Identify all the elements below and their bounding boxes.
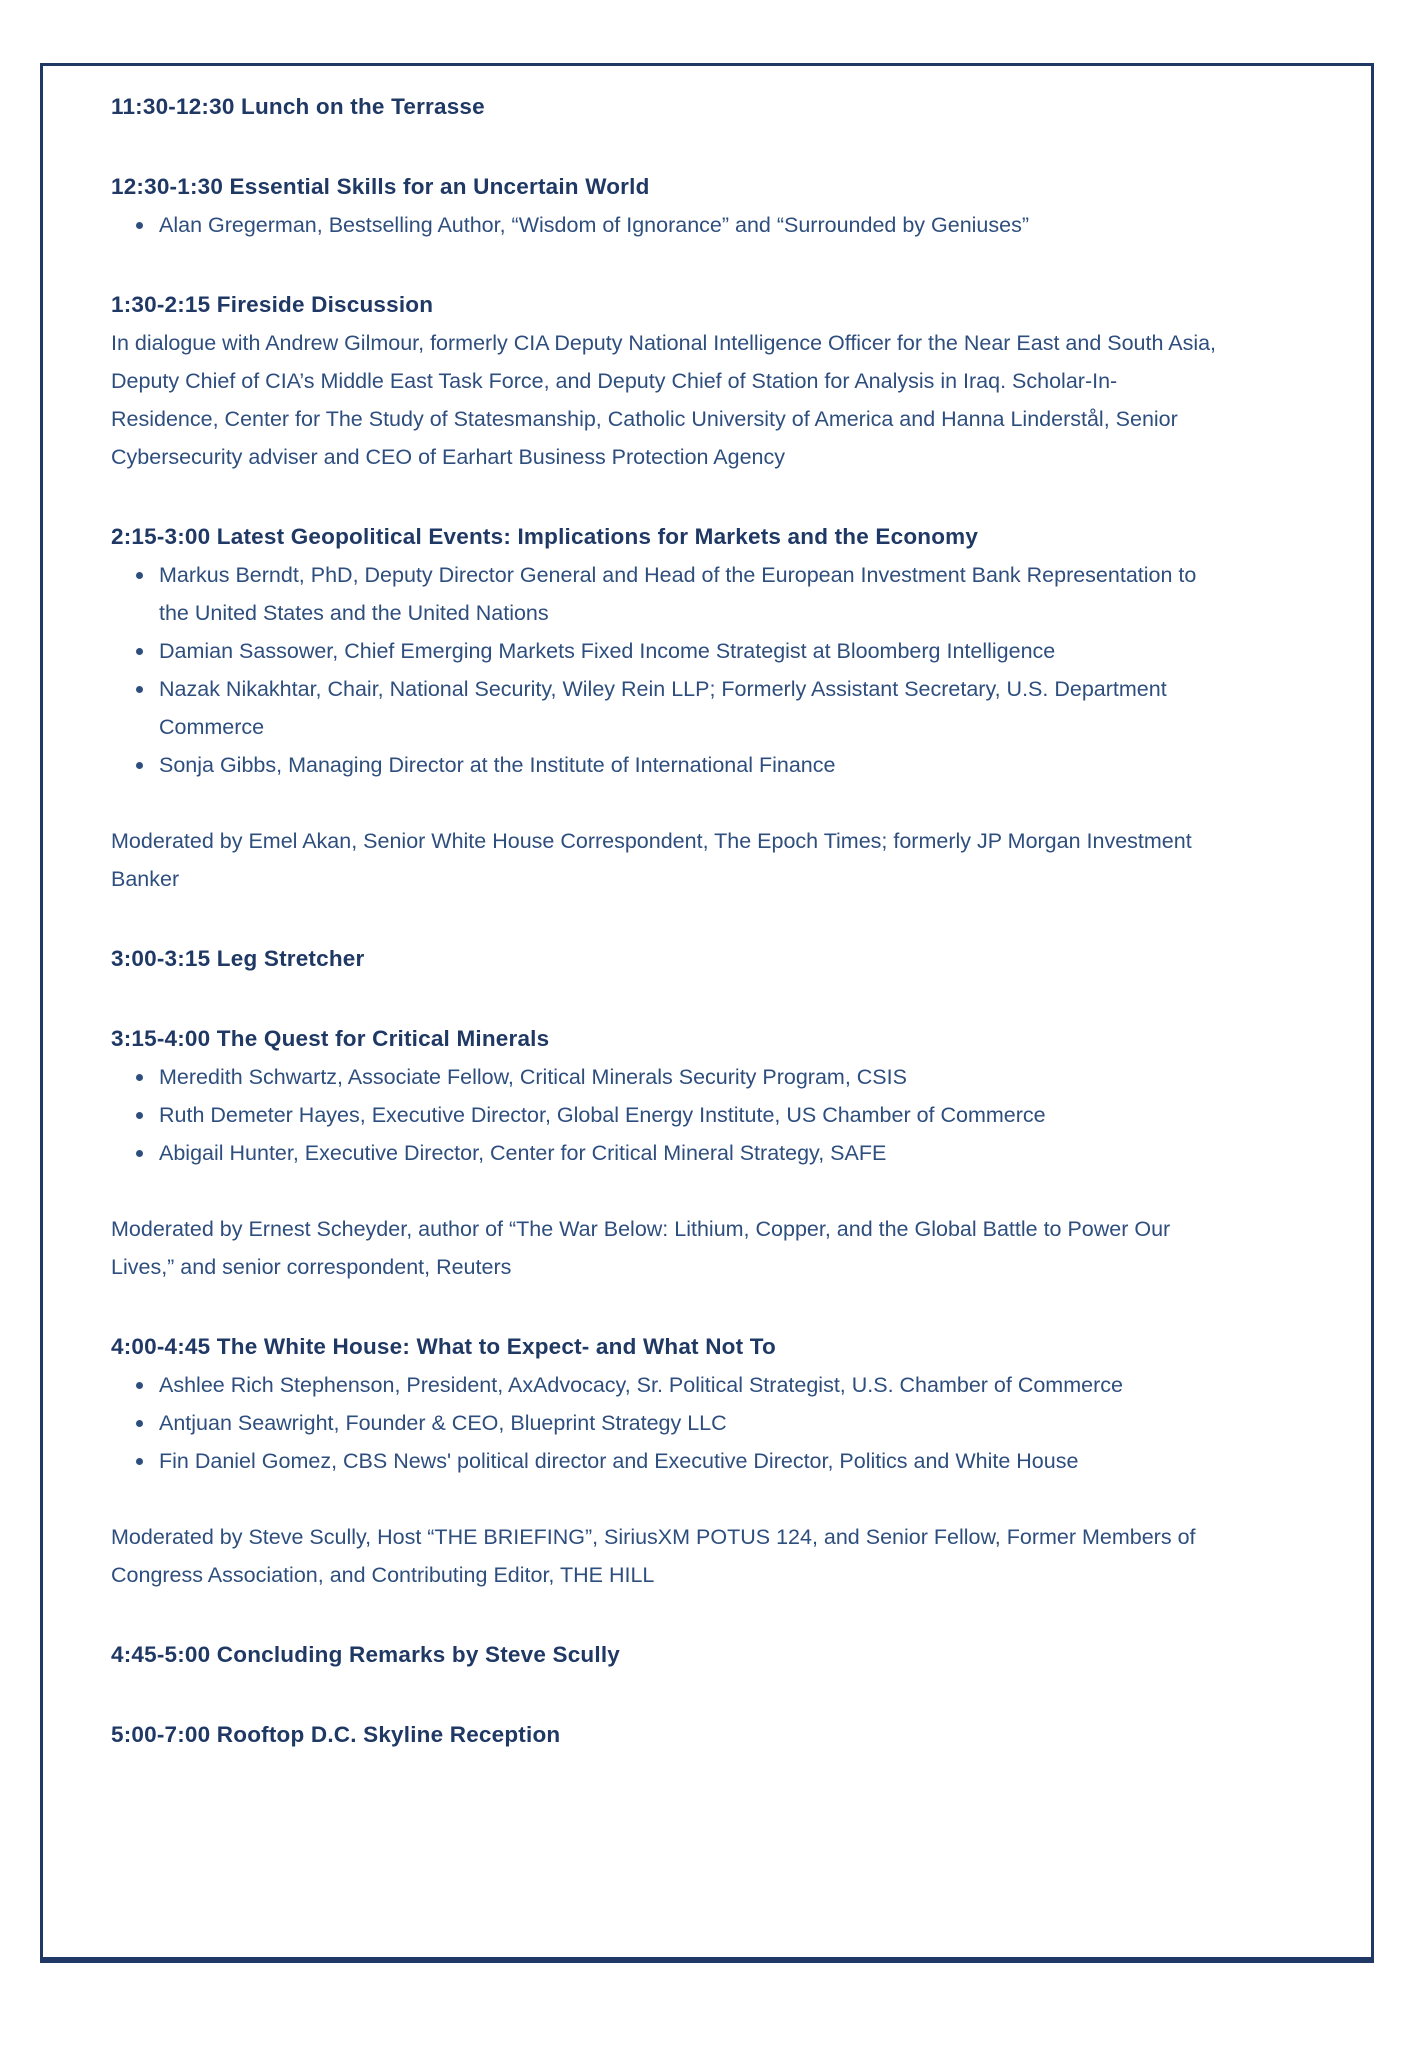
bullet-dot-icon <box>136 222 143 229</box>
session-heading: 2:15-3:00 Latest Geopolitical Events: Implications for Markets and the Economy <box>111 524 979 549</box>
agenda-session <box>111 1636 1315 1674</box>
speaker-text: Markus Berndt, PhD, Deputy Director General and Head of the European Investment Bank Representation to the United States and the United Nations <box>159 563 1197 625</box>
speaker-item <box>111 670 1221 746</box>
bullet-dot-icon <box>136 648 143 655</box>
agenda-session <box>111 1020 1315 1286</box>
speaker-item <box>111 1134 1221 1172</box>
session-heading: 3:00-3:15 Leg Stretcher <box>111 946 365 971</box>
speaker-item <box>111 1404 1221 1442</box>
session-heading: 5:00-7:00 Rooftop D.C. Skyline Reception <box>111 1722 561 1747</box>
speaker-item <box>111 1442 1221 1480</box>
agenda-session <box>111 1328 1315 1594</box>
speaker-text: Fin Daniel Gomez, CBS News' political director and Executive Director, Politics and White House <box>159 1449 1079 1473</box>
moderator-note: Moderated by Steve Scully, Host “THE BRIEFING”, SiriusXM POTUS 124, and Senior Fellow, Former Members of Congress Association, and Contributing Editor, THE HILL <box>111 1525 1196 1587</box>
bullet-dot-icon <box>136 762 143 769</box>
bullet-dot-icon <box>136 1420 143 1427</box>
agenda-page-frame <box>40 63 1374 1963</box>
bullet-dot-icon <box>136 1074 143 1081</box>
speaker-item <box>111 1058 1221 1096</box>
agenda-session <box>111 88 1315 126</box>
agenda-sections <box>111 88 1315 1754</box>
speaker-item <box>111 632 1221 670</box>
session-heading: 11:30-12:30 Lunch on the Terrasse <box>111 94 485 119</box>
speaker-text: Antjuan Seawright, Founder & CEO, Blueprint Strategy LLC <box>159 1411 727 1435</box>
bullet-dot-icon <box>136 572 143 579</box>
speaker-text: Meredith Schwartz, Associate Fellow, Critical Minerals Security Program, CSIS <box>159 1065 907 1089</box>
moderator-note: Moderated by Ernest Scheyder, author of “The War Below: Lithium, Copper, and the Global Battle to Power Our Lives,” and senior correspondent, Reuters <box>111 1217 1171 1279</box>
speaker-item <box>111 206 1221 244</box>
speaker-text: Ruth Demeter Hayes, Executive Director, Global Energy Institute, US Chamber of Commerce <box>159 1103 1046 1127</box>
session-heading: 1:30-2:15 Fireside Discussion <box>111 292 434 317</box>
speaker-list <box>111 556 1221 784</box>
agenda-session <box>111 286 1315 476</box>
speaker-text: Nazak Nikakhtar, Chair, National Security, Wiley Rein LLP; Formerly Assistant Secretary, U.S. Department Commerce <box>159 677 1167 739</box>
session-heading: 4:45-5:00 Concluding Remarks by Steve Scully <box>111 1642 620 1667</box>
speaker-text: Sonja Gibbs, Managing Director at the Institute of International Finance <box>159 753 836 777</box>
speaker-item <box>111 1096 1221 1134</box>
bullet-dot-icon <box>136 1150 143 1157</box>
speaker-text: Alan Gregerman, Bestselling Author, “Wisdom of Ignorance” and “Surrounded by Geniuses” <box>159 213 1030 237</box>
moderator-note: Moderated by Emel Akan, Senior White House Correspondent, The Epoch Times; formerly JP Morgan Investment Banker <box>111 829 1192 891</box>
agenda-session <box>111 1716 1315 1754</box>
speaker-text: Damian Sassower, Chief Emerging Markets Fixed Income Strategist at Bloomberg Intelligence <box>159 639 1056 663</box>
bullet-dot-icon <box>136 1112 143 1119</box>
session-heading: 4:00-4:45 The White House: What to Expect- and What Not To <box>111 1334 776 1359</box>
speaker-item <box>111 746 1221 784</box>
session-heading: 12:30-1:30 Essential Skills for an Uncertain World <box>111 174 650 199</box>
agenda-session <box>111 940 1315 978</box>
agenda-session <box>111 518 1315 898</box>
speaker-list <box>111 1058 1221 1172</box>
speaker-list <box>111 1366 1221 1480</box>
speaker-text: Abigail Hunter, Executive Director, Center for Critical Mineral Strategy, SAFE <box>159 1141 887 1165</box>
agenda-session <box>111 168 1315 244</box>
speaker-item <box>111 1366 1221 1404</box>
speaker-item <box>111 556 1221 632</box>
bullet-dot-icon <box>136 686 143 693</box>
bullet-dot-icon <box>136 1382 143 1389</box>
speaker-text: Ashlee Rich Stephenson, President, AxAdvocacy, Sr. Political Strategist, U.S. Chamber of Commerce <box>159 1373 1123 1397</box>
session-description: In dialogue with Andrew Gilmour, formerly CIA Deputy National Intelligence Officer for the Near East and South Asia, Deputy Chief of CIA’s Middle East Task Force, and Deputy Chief of Station for Analysis in Iraq. Scholar-In-Residence, Center for The Study of Statesmanship, Catholic University of America and Hanna Linderstål, Senior Cybersecurity adviser and CEO of Earhart Business Protection Agency <box>111 331 1217 469</box>
speaker-list <box>111 206 1221 244</box>
session-heading: 3:15-4:00 The Quest for Critical Minerals <box>111 1026 550 1051</box>
bullet-dot-icon <box>136 1458 143 1465</box>
